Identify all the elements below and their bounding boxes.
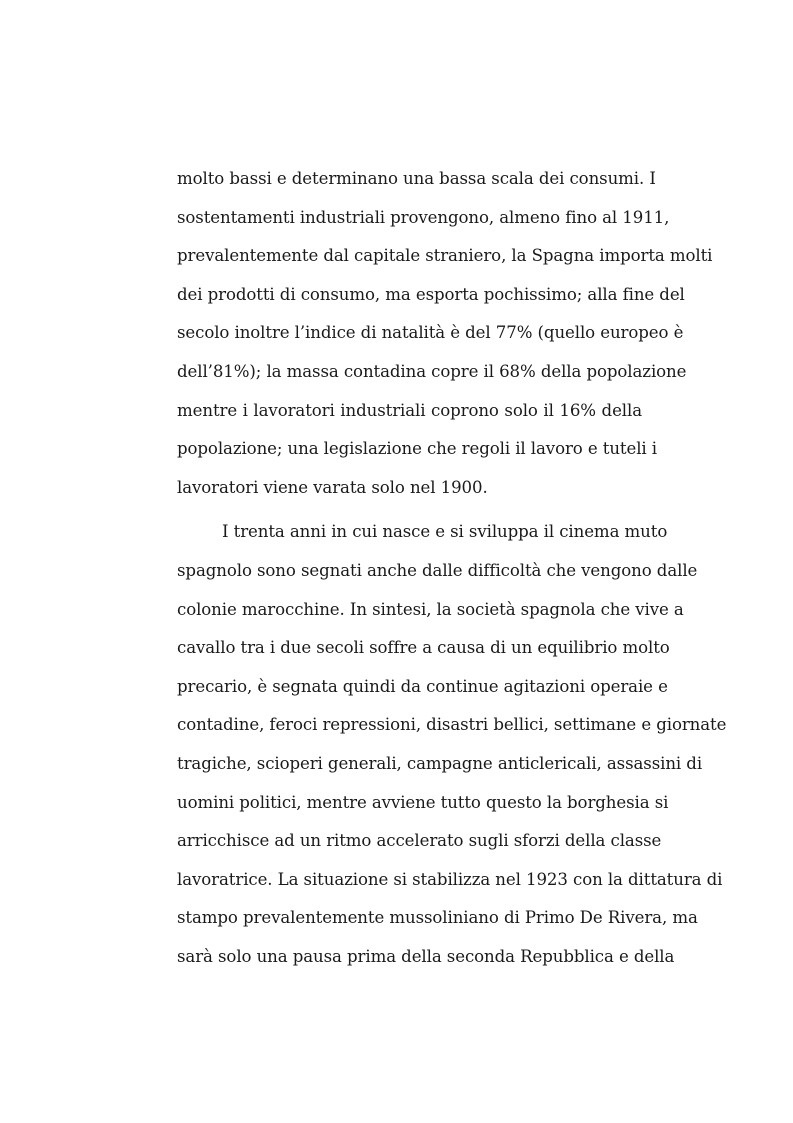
text-line: cavallo tra i due secoli soffre a causa di un equilibrio molto	[177, 638, 670, 658]
text-line: arricchisce ad un ritmo accelerato sugli sforzi della classe	[177, 831, 662, 851]
text-line: lavoratori viene varata solo nel 1900.	[177, 477, 488, 497]
text-line: sarà solo una pausa prima della seconda Repubblica e della	[177, 946, 675, 966]
text-line: precario, è segnata quindi da continue agitazioni operaie e	[177, 676, 668, 696]
text-line: dell’81%); la massa contadina copre il 68% della popolazione	[177, 361, 687, 381]
text-line: popolazione; una legislazione che regoli il lavoro e tuteli i	[177, 439, 657, 459]
text-line: colonie marocchine. In sintesi, la società spagnola che vive a	[177, 599, 684, 619]
text-line: stampo prevalentemente mussoliniano di Primo De Rivera, ma	[177, 908, 698, 928]
paragraph-2	[177, 513, 727, 976]
paragraph-1	[177, 160, 713, 507]
text-line: prevalentemente dal capitale straniero, la Spagna importa molti	[177, 246, 713, 266]
text-line: I trenta anni in cui nasce e si sviluppa il cinema muto	[222, 522, 668, 542]
body-text	[177, 160, 727, 976]
text-line: molto bassi e determinano una bassa scala dei consumi. I	[177, 169, 656, 188]
text-line: lavoratrice. La situazione si stabilizza nel 1923 con la dittatura di	[177, 869, 723, 889]
text-line: secolo inoltre l’indice di natalità è del 77% (quello europeo è	[177, 323, 684, 343]
text-line: uomini politici, mentre avviene tutto questo la borghesia si	[177, 792, 669, 812]
text-line: mentre i lavoratori industriali coprono solo il 16% della	[177, 400, 642, 420]
text-line: contadine, feroci repressioni, disastri bellici, settimane e giornate	[177, 715, 727, 735]
text-line: tragiche, scioperi generali, campagne anticlericali, assassini di	[177, 753, 703, 773]
text-line: sostentamenti industriali provengono, almeno fino al 1911,	[177, 207, 670, 227]
text-line: spagnolo sono segnati anche dalle difficoltà che vengono dalle	[177, 560, 698, 580]
text-line: dei prodotti di consumo, ma esporta pochissimo; alla fine del	[177, 284, 685, 304]
